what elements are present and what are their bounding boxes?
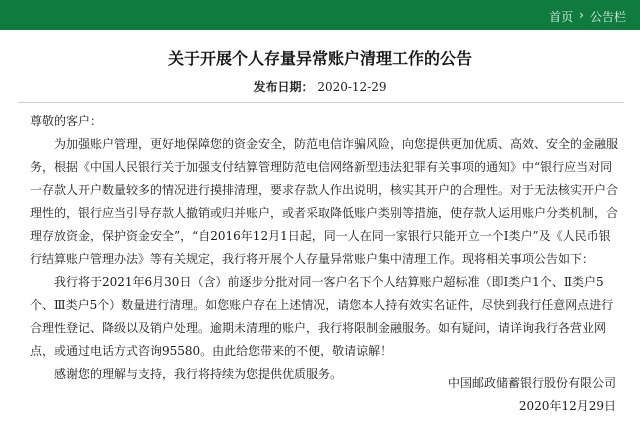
paragraph-thanks: 感谢您的理解与支持，我行将持续为您提供优质服务。 bbox=[54, 367, 343, 381]
signature-date: 2020年12月29日 bbox=[518, 399, 616, 413]
breadcrumb-home-link[interactable]: 首页 bbox=[549, 10, 574, 24]
signature-block bbox=[448, 372, 616, 418]
publish-date-label: 发布日期： bbox=[253, 80, 314, 94]
paragraph-intro: 为加强账户管理，更好地保障您的资金安全，防范电信诈骗风险，向您提供更加优质、高效、安全的金融服务，根据《中国人民银行关于加强支付结算管理防范电信网络新型违法犯罪有关事项的通知》中“银行应当对同一存款人开户数量较多的情况进行摸排清理，要求存款人作出说明，核实其开户的合理性。对于无法核实开户合理性的，银行应当引导存款人撤销或归并账户，或者采取降低账户类别等措施，使存款人运用账户分类机制，合理存放资金，保护资金安全”，“自2016年12月1日起，同一人在同一家银行只能开立一个Ⅰ类户”及《人民币银行结算账户管理办法》等有关规定，我行将开展个人存量异常账户集中清理工作。现将相关事项公告如下： bbox=[30, 137, 619, 266]
paragraph-details: 我行将于2021年6月30日（含）前逐步分批对同一客户名下个人结算账户超标准（即Ⅰ类户1个、Ⅱ类户5个、Ⅲ类户5个）数量进行清理。如您账户存在上述情况，请您本人持有效实名证件，尽快到我行任意网点进行合理性登记、降级以及销户处理。逾期未清理的账户，我行将限制金融服务。如有疑问，请详询我行各营业网点，或通过电话方式咨询95580。由此给您带来的不便，敬请谅解！ bbox=[30, 275, 614, 358]
publish-date-line bbox=[0, 78, 640, 95]
signer-name: 中国邮政储蓄银行股份有限公司 bbox=[447, 376, 616, 390]
breadcrumb-current-link[interactable]: 公告栏 bbox=[589, 10, 626, 24]
title-divider bbox=[18, 102, 624, 103]
breadcrumb-separator-icon: › bbox=[579, 8, 584, 22]
notice-body bbox=[30, 110, 620, 386]
page-title: 关于开展个人存量异常账户清理工作的公告 bbox=[167, 49, 472, 68]
breadcrumb bbox=[549, 8, 626, 25]
salutation: 尊敬的客户： bbox=[30, 114, 103, 128]
top-nav-bar bbox=[0, 0, 640, 30]
publish-date-value: 2020-12-29 bbox=[317, 80, 387, 94]
